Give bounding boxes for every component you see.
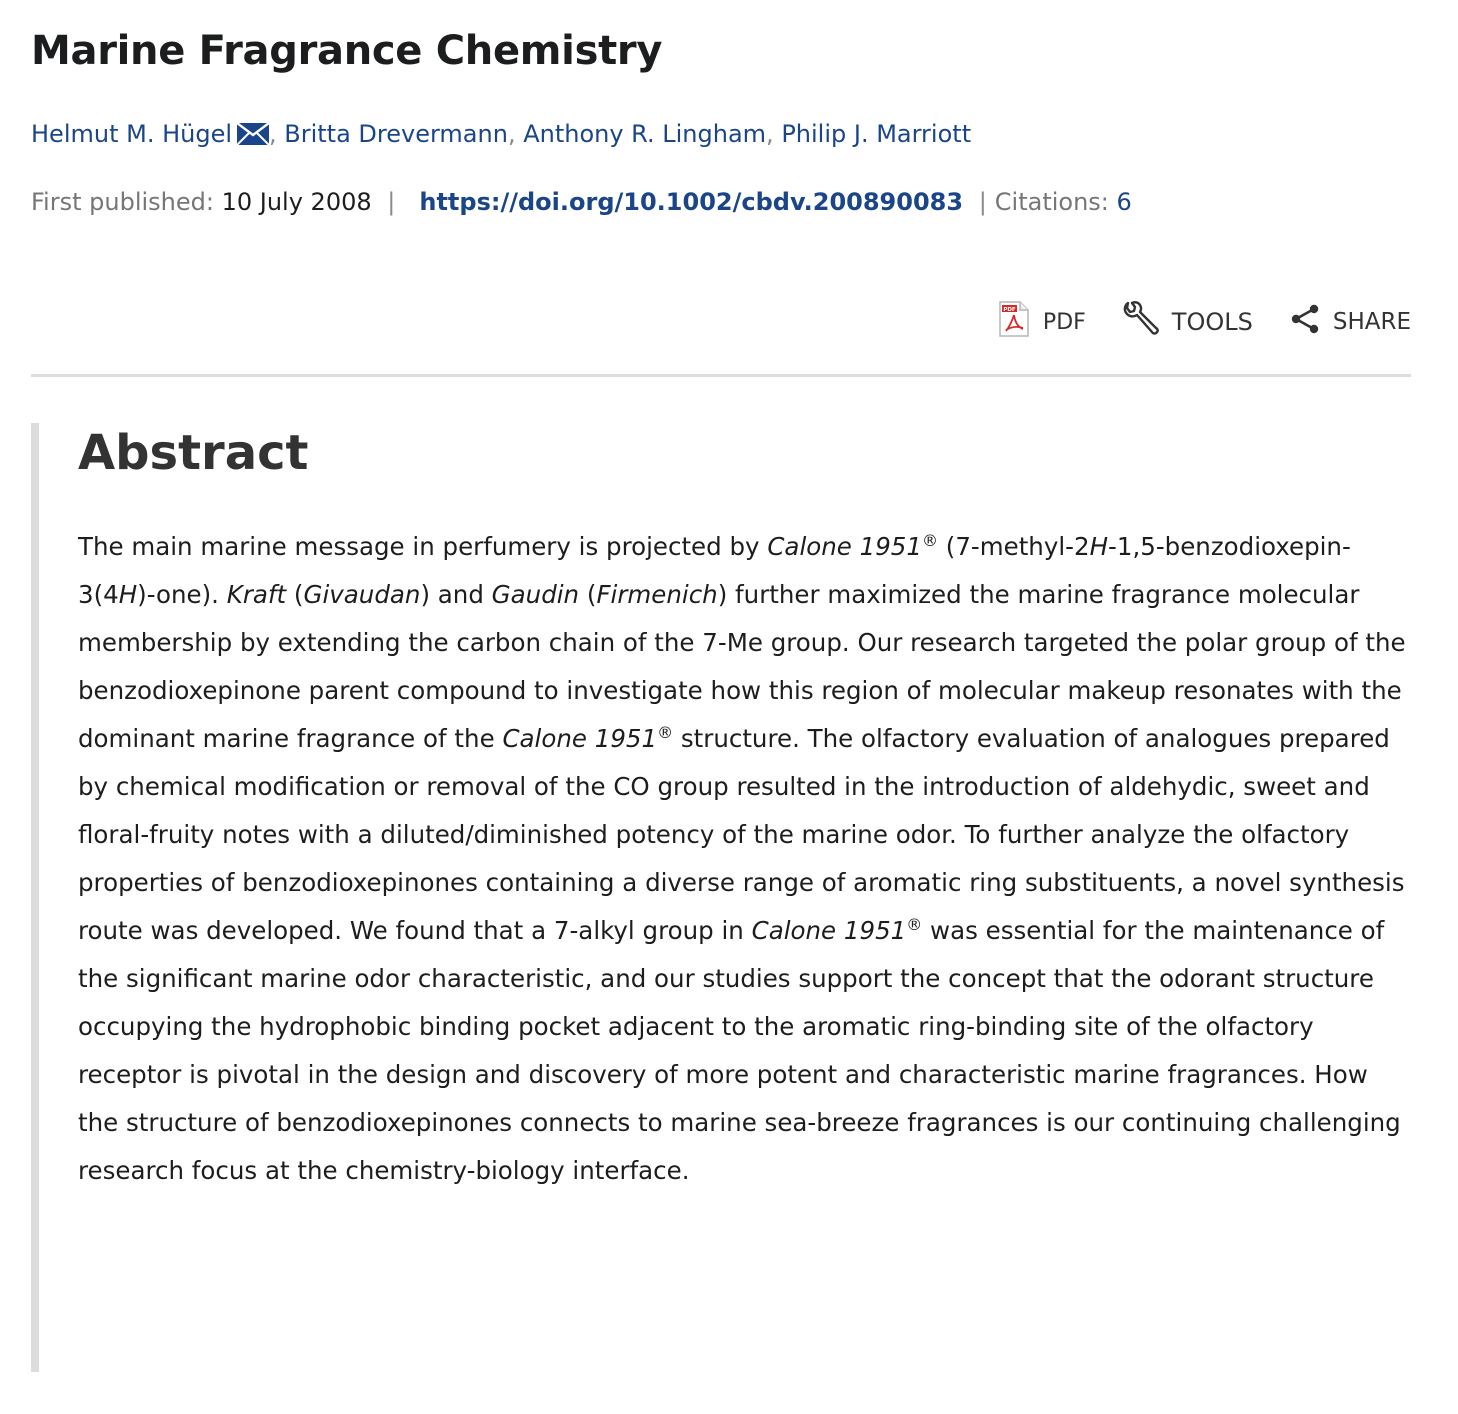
- abstract-heading: Abstract: [78, 425, 309, 481]
- doi-link[interactable]: https://doi.org/10.1002/cbdv.200890083: [419, 188, 964, 216]
- first-published-date: 10 July 2008: [221, 188, 372, 216]
- wrench-icon: [1122, 300, 1160, 344]
- tools-label: TOOLS: [1171, 308, 1253, 336]
- abstract-segment: structure. The olfactory evaluation of analogues prepared by chemical modification or removal of the CO group resulted in the introduction of aldehydic, sweet and floral-fruity notes with a diluted/diminished potency of the marine odor. To further analyze the olfactory properties of benzodioxepinones containing a diverse range of aromatic ring substituents, a novel synthesis route was developed. We found that a 7-alkyl group in: [78, 724, 1405, 945]
- abstract-segment: was essential for the maintenance of the significant marine odor characteristic, and our studies support the concept that the odorant structure occupying the hydrophobic binding pocket adjacent to the aromatic ring-binding site of the olfactory receptor is pivotal in the design and discovery of more potent and characteristic marine fragrances. How the structure of benzodioxepinones connects to marine sea-breeze fragrances is our continuing challenging research focus at the chemistry-biology interface.: [78, 916, 1401, 1185]
- info-separator: |: [978, 188, 987, 216]
- pdf-file-icon: [999, 301, 1029, 343]
- abstract-segment: )-one).: [137, 580, 227, 609]
- header-divider: [31, 374, 1411, 377]
- author-link-4[interactable]: Philip J. Marriott: [781, 120, 972, 148]
- share-button[interactable]: [1289, 303, 1411, 341]
- abstract-segment: (7-methyl-2: [937, 532, 1090, 561]
- author-separator: ,: [766, 120, 782, 148]
- citations-count-link[interactable]: 6: [1116, 188, 1132, 216]
- abstract-person-name: Gaudin: [491, 580, 580, 609]
- abstract-segment: The main marine message in perfumery is projected by: [78, 532, 768, 561]
- pdf-badge-text: PDF: [1003, 307, 1016, 313]
- abstract-company-name: Firmenich: [596, 580, 718, 609]
- abstract-trade-name: Calone 1951: [502, 724, 658, 753]
- author-separator: ,: [269, 120, 285, 148]
- pdf-label: PDF: [1042, 309, 1086, 335]
- share-icon: [1289, 303, 1321, 341]
- abstract-segment: (: [579, 580, 597, 609]
- article-toolbar: [999, 298, 1411, 346]
- abstract-trade-name: Calone 1951: [767, 532, 922, 561]
- abstract-company-name: Givaudan: [303, 580, 421, 609]
- abstract-segment: ) further maximized the marine fragrance molecular membership by extending the carbon chain of the 7-Me group. Our research targeted the polar group of the benzodioxepinone parent compound to investigate how this region of molecular makeup resonates with the dominant marine fragrance of the: [78, 580, 1406, 753]
- citations-label: Citations:: [994, 188, 1109, 216]
- abstract-section: [31, 423, 1411, 1372]
- tools-button[interactable]: [1122, 300, 1253, 344]
- article-title: Marine Fragrance Chemistry: [31, 28, 663, 74]
- info-separator: |: [387, 188, 396, 216]
- abstract-segment: (: [286, 580, 304, 609]
- registered-mark: ®: [906, 915, 923, 934]
- first-published-label: First published:: [31, 188, 214, 216]
- author-link-2[interactable]: Britta Drevermann: [284, 120, 508, 148]
- publication-info: [31, 188, 1132, 216]
- abstract-segment: -1,5-benzodioxepin-3(4: [78, 532, 1351, 609]
- author-list: [31, 120, 971, 151]
- abstract-segment: ) and: [420, 580, 492, 609]
- author-separator: ,: [507, 120, 524, 148]
- abstract-text: [78, 523, 1411, 1195]
- abstract-trade-name: Calone 1951: [751, 916, 907, 945]
- envelope-icon[interactable]: [237, 123, 269, 151]
- abstract-person-name: Kraft: [226, 580, 287, 609]
- author-link-3[interactable]: Anthony R. Lingham: [523, 120, 767, 148]
- share-label: SHARE: [1332, 309, 1411, 335]
- pdf-button[interactable]: [999, 301, 1086, 343]
- abstract-italic-h: H: [118, 580, 138, 609]
- registered-mark: ®: [657, 723, 674, 742]
- author-link-1[interactable]: Helmut M. Hügel: [31, 120, 232, 148]
- abstract-italic-h: H: [1089, 532, 1109, 561]
- registered-mark: ®: [921, 531, 938, 550]
